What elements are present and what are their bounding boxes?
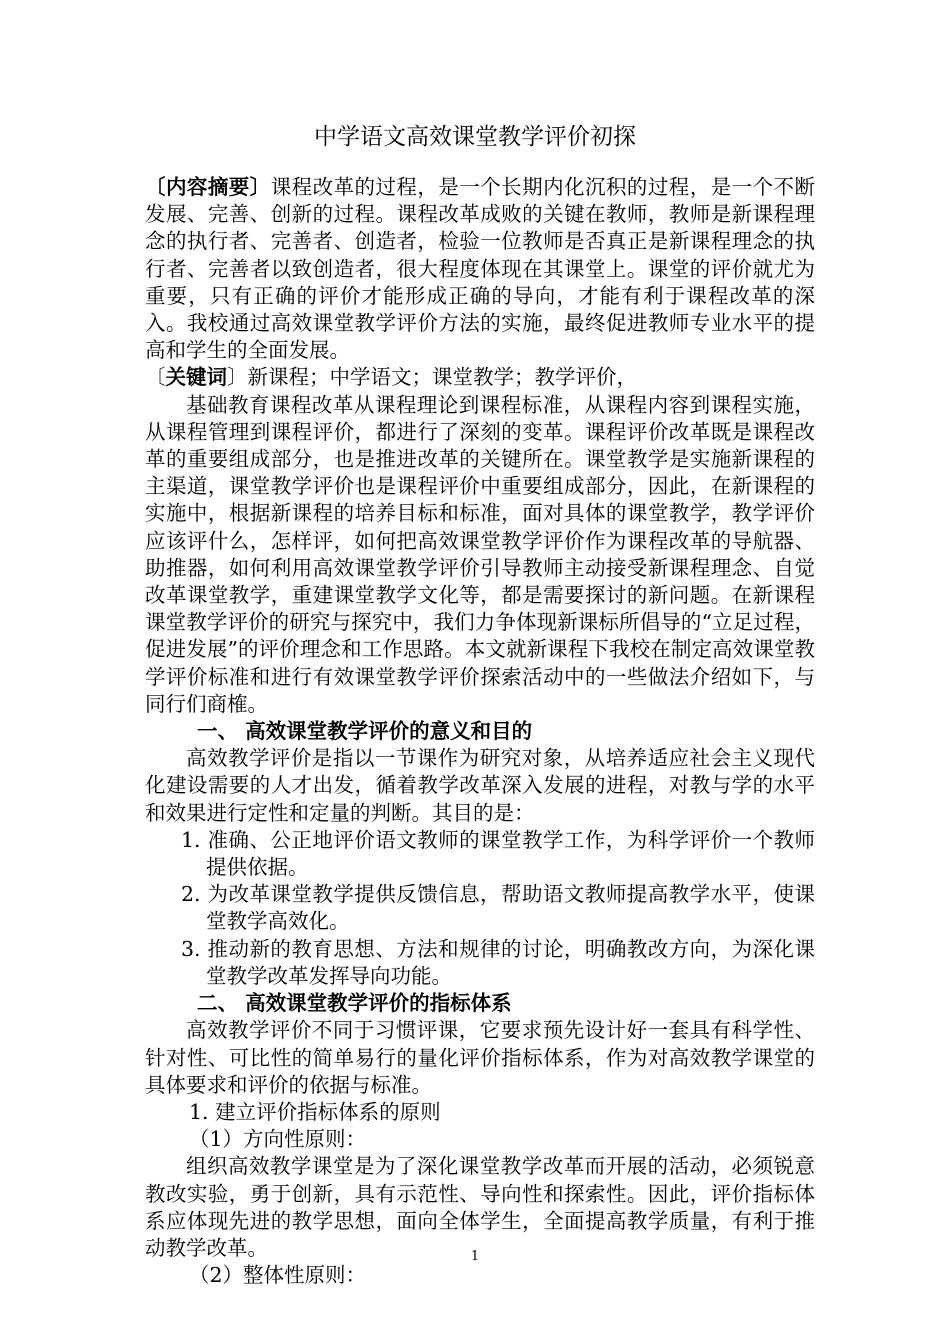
- abstract-paragraph: [145, 174, 815, 364]
- section1-heading: 一、 高效课堂教学评价的意义和目的: [197, 719, 533, 744]
- subsection-heading: 1. 建立评价指标体系的原则: [189, 1099, 441, 1124]
- section2-paragraph: 高效教学评价不同于习惯评课，它要求预先设计好一套具有科学性、针对性、可比性的简单易行的量化评价指标体系，作为对高效教学课堂的具体要求和评价的依据与标准。: [145, 1018, 815, 1097]
- keywords-open-bracket: 〔: [145, 365, 166, 390]
- keywords-label: 关键词: [165, 365, 227, 390]
- abstract-label: 〔内容摘要〕: [145, 175, 271, 199]
- principle-paragraph: 组织高效教学课堂是为了深化课堂教学改革而开展的活动，必须锐意教改实验，勇于创新，具有示范性、导向性和探索性。因此，评价指标体系应体现先进的教学思想，面向全体学生，全面提高教学质量，有利于推动教学改革。: [145, 1154, 815, 1260]
- list-item: 1. 准确、公正地评价语文教师的课堂教学工作，为科学评价一个教师提供依据。: [181, 827, 815, 880]
- abstract-text: 课程改革的过程，是一个长期内化沉积的过程，是一个不断发展、完善、创新的过程。课程改革成败的关键在教师，教师是新课程理念的执行者、完善者、创造者，检验一位教师是否真正是新课程理念的执行者、完善者以致创造者，很大程度体现在其课堂上。课堂的评价就尤为重要，只有正确的评价才能形成正确的导向，才能有利于课程改革的深入。我校通过高效课堂教学评价方法的实施，最终促进教师专业水平的提高和学生的全面发展。: [145, 175, 816, 363]
- section2-heading: 二、 高效课堂教学评价的指标体系: [197, 991, 512, 1016]
- section1-paragraph: 高效教学评价是指以一节课作为研究对象，从培养适应社会主义现代化建设需要的人才出发，循着教学改革深入发展的进程，对教与学的水平和效果进行定性和定量的判断。其目的是：: [145, 746, 815, 825]
- list-item: 2. 为改革课堂教学提供反馈信息，帮助语文教师提高教学水平，使课堂教学高效化。: [181, 882, 815, 934]
- document-title: 中学语文高效课堂教学评价初探: [314, 124, 636, 150]
- page-number: 1: [470, 1249, 480, 1264]
- principle-heading: （2）整体性原则：: [189, 1263, 367, 1288]
- principle-heading: （1）方向性原则：: [189, 1127, 367, 1152]
- list-item: 3. 推动新的教育思想、方法和规律的讨论，明确教改方向，为深化课堂教学改革发挥导向功能。: [181, 936, 815, 988]
- intro-paragraph: 基础教育课程改革从课程理论到课程标准，从课程内容到课程实施，从课程管理到课程评价，都进行了深刻的变革。课程评价改革既是课程改革的重要组成部分，也是推进改革的关键所在。课堂教学是实施新课程的主渠道，课堂教学评价也是课程评价中重要组成部分，因此，在新课程的实施中，根据新课程的培养目标和标准，面对具体的课堂教学，教学评价应该评什么，怎样评，如何把高效课堂教学评价作为课程改革的导航器、助推器，如何利用高效课堂教学评价引导教师主动接受新课程理念、自觉改革课堂教学，重建课堂教学文化等，都是需要探讨的新问题。在新课程课堂教学评价的研究与探究中，我们力争体现新课标所倡导的“立足过程，促进发展”的评价理念和工作思路。本文就新课程下我校在制定高效课堂教学评价标准和进行有效课堂教学评价探索活动中的一些做法介绍如下，与同行们商榷。: [145, 392, 815, 716]
- keywords-paragraph: [145, 364, 815, 391]
- keywords-text: 〕新课程；中学语文；课堂教学；教学评价，: [227, 365, 637, 390]
- document-body: [145, 174, 815, 1289]
